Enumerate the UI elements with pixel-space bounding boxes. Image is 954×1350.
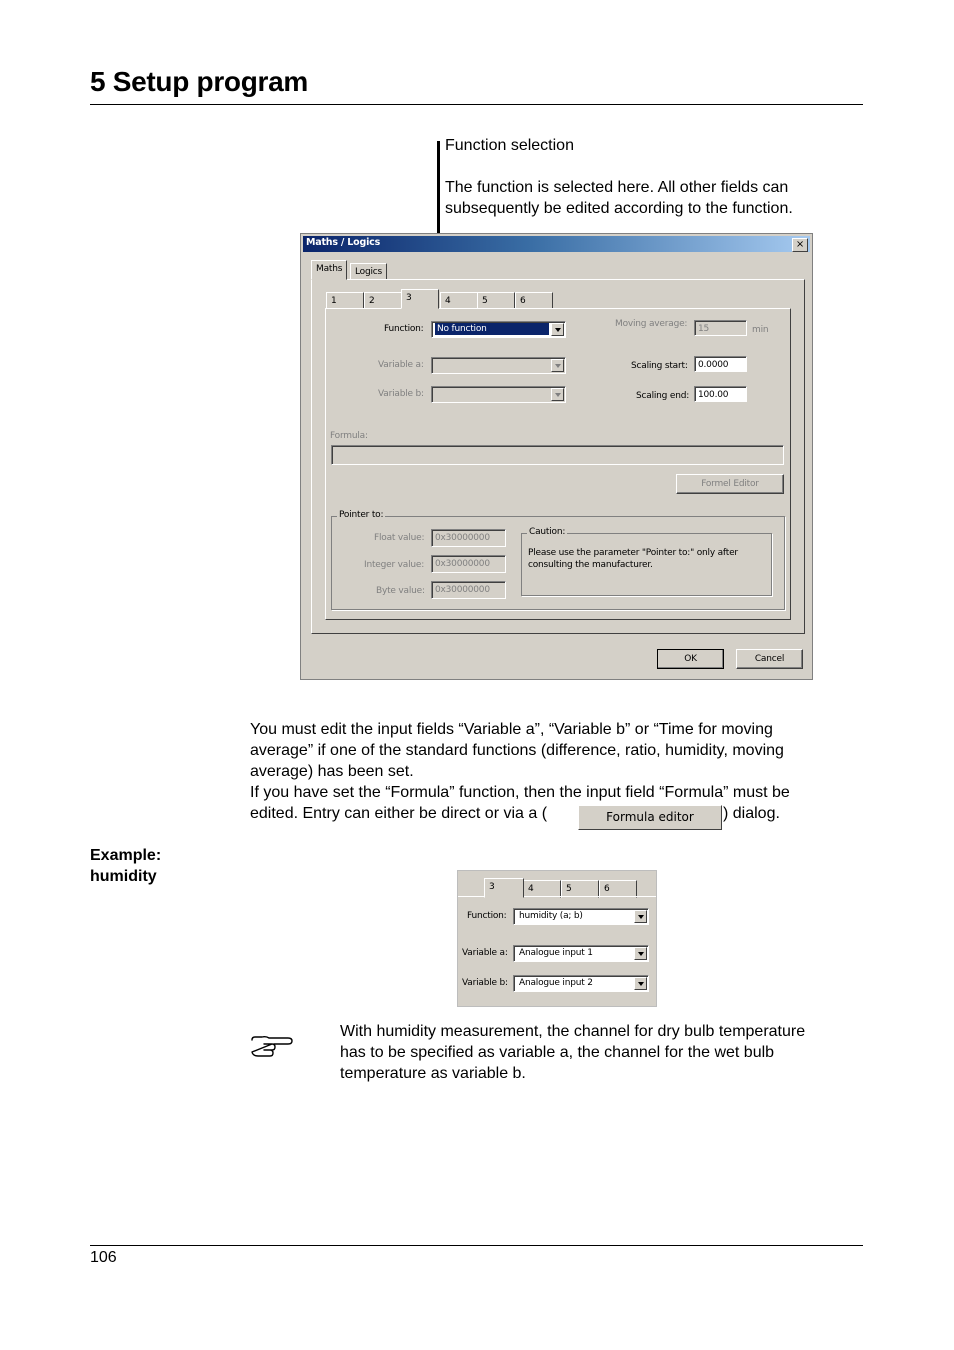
variable-a-select[interactable] <box>431 357 566 374</box>
moving-average-label: Moving average: <box>615 319 688 329</box>
paragraph-2-line-1: If you have set the “Formula” function, then the input field “Formula” must be <box>250 784 790 801</box>
variable-a-label: Variable a: <box>378 360 424 370</box>
example-label: Example: <box>90 847 162 864</box>
caution-text-line1: Please use the parameter "Pointer to:" only after <box>528 548 738 558</box>
humidity-example-screenshot <box>457 870 657 1007</box>
chevron-down-icon[interactable] <box>551 359 564 372</box>
callout-text-line2: subsequently be edited according to the function. <box>445 200 793 217</box>
float-value-label: Float value: <box>374 533 425 543</box>
dialog-titlebar <box>303 236 810 252</box>
byte-value-label: Byte value: <box>376 586 425 596</box>
moving-average-field[interactable]: 15 <box>694 320 747 336</box>
scaling-start-field[interactable]: 0.0000 <box>694 356 747 372</box>
paragraph-1-line-1: You must edit the input fields “Variable a”, “Variable b” or “Time for moving <box>250 721 773 738</box>
dialog-title: Maths / Logics <box>306 237 381 248</box>
note-line-1: With humidity measurement, the channel for dry bulb temperature <box>340 1023 806 1040</box>
tab-logics[interactable]: Logics <box>350 263 387 281</box>
example-tab-3[interactable]: 3 <box>484 878 524 898</box>
tab-maths[interactable]: Maths <box>311 260 347 280</box>
paragraph-2-line-2-pre: edited. Entry can either be direct or via a ( <box>250 805 548 822</box>
example-variable-a-label: Variable a: <box>462 948 508 958</box>
formula-field[interactable] <box>331 445 784 465</box>
variable-b-label: Variable b: <box>378 389 424 399</box>
example-variable-b-label: Variable b: <box>462 978 508 988</box>
formula-label: Formula: <box>330 431 368 441</box>
example-tab-6[interactable]: 6 <box>599 880 637 898</box>
pointing-hand-icon <box>250 1034 294 1060</box>
callout-text-line1: The function is selected here. All other fields can <box>445 179 789 196</box>
tab-5[interactable]: 5 <box>477 292 515 310</box>
tab-3[interactable]: 3 <box>401 289 439 309</box>
example-tab-5[interactable]: 5 <box>561 880 599 898</box>
maths-tab-panel <box>311 279 805 634</box>
page-number: 106 <box>90 1249 117 1266</box>
example-sublabel: humidity <box>90 868 157 885</box>
maths-logics-dialog <box>300 233 813 680</box>
integer-value-label: Integer value: <box>364 560 425 570</box>
ok-button[interactable]: OK <box>657 649 724 669</box>
float-value-field[interactable]: 0x30000000 <box>431 529 506 547</box>
note-line-3: temperature as variable b. <box>340 1065 526 1082</box>
pointer-to-label: Pointer to: <box>339 510 384 520</box>
callout-heading: Function selection <box>445 137 574 154</box>
moving-average-unit: min <box>752 325 769 335</box>
caution-text-line2: consulting the manufacturer. <box>528 560 653 570</box>
pointer-to-group <box>331 510 785 610</box>
formel-editor-button[interactable]: Formel Editor <box>676 474 784 494</box>
chevron-down-icon[interactable] <box>551 388 564 401</box>
variable-b-select[interactable] <box>431 386 566 403</box>
example-function-label: Function: <box>467 911 507 921</box>
example-variable-b-value: Analogue input 2 <box>519 978 593 988</box>
tab-1[interactable]: 1 <box>326 292 364 310</box>
chevron-down-icon[interactable] <box>634 947 647 960</box>
paragraph-1-line-3: average) has been set. <box>250 763 414 780</box>
page-title: 5 Setup program <box>90 66 308 97</box>
paragraph-1-line-2: average” if one of the standard functions (difference, ratio, humidity, moving <box>250 742 784 759</box>
scaling-start-label: Scaling start: <box>631 361 688 371</box>
example-variable-a-value: Analogue input 1 <box>519 948 593 958</box>
function-select-value: No function <box>435 323 549 335</box>
formula-editor-button[interactable]: Formula editor <box>578 805 722 830</box>
chevron-down-icon[interactable] <box>551 323 564 336</box>
header-rule <box>90 104 863 105</box>
example-function-select[interactable] <box>513 908 649 925</box>
close-button[interactable]: × <box>792 238 808 252</box>
example-variable-b-select[interactable] <box>513 975 649 992</box>
caution-group <box>521 527 772 596</box>
paragraph-2-line-2-post: ) dialog. <box>723 805 780 822</box>
tab-4[interactable]: 4 <box>440 292 478 310</box>
scaling-end-field[interactable]: 100.00 <box>694 386 747 402</box>
function-select[interactable] <box>431 321 566 338</box>
caution-label: Caution: <box>529 527 566 537</box>
footer-rule <box>90 1245 863 1246</box>
example-function-value: humidity (a; b) <box>519 911 583 921</box>
tab-2[interactable]: 2 <box>364 292 402 310</box>
tab-3-panel <box>325 308 791 620</box>
cancel-button[interactable]: Cancel <box>736 649 803 669</box>
note-line-2: has to be specified as variable a, the channel for the wet bulb <box>340 1044 775 1061</box>
example-tab-4[interactable]: 4 <box>523 880 561 898</box>
example-variable-a-select[interactable] <box>513 945 649 962</box>
integer-value-field[interactable]: 0x30000000 <box>431 555 506 573</box>
tab-6[interactable]: 6 <box>515 292 553 310</box>
chevron-down-icon[interactable] <box>634 910 647 923</box>
function-label: Function: <box>384 324 424 334</box>
scaling-end-label: Scaling end: <box>636 391 690 401</box>
byte-value-field[interactable]: 0x30000000 <box>431 581 506 599</box>
chevron-down-icon[interactable] <box>634 977 647 990</box>
